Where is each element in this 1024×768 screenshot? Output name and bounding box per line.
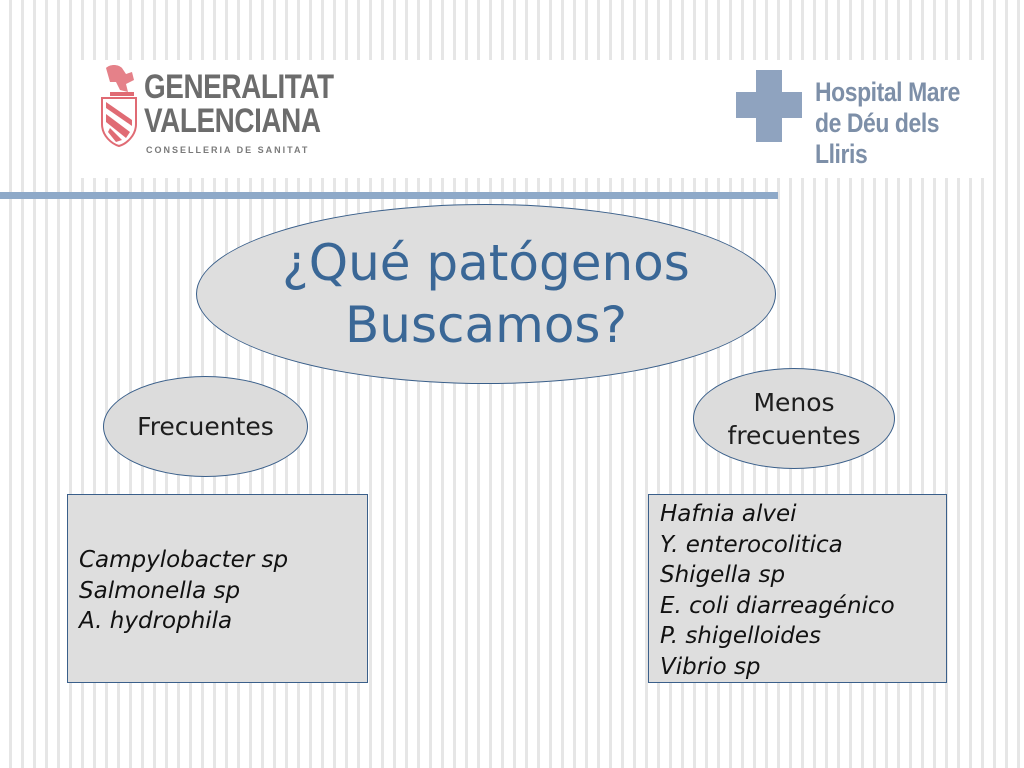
list-item: Salmonella sp (79, 577, 241, 604)
generalitat-wordmark-line2: VALENCIANA (144, 102, 321, 140)
generalitat-wordmark-line1: GENERALITAT (144, 68, 334, 106)
list-item: Y. enterocolitica (660, 531, 843, 558)
generalitat-subtitle: CONSELLERIA DE SANITAT (146, 145, 310, 155)
list-item: Shigella sp (660, 562, 786, 588)
title-ellipse (196, 204, 776, 384)
less-frequent-oval (693, 368, 895, 469)
list-item: Vibrio sp (660, 653, 761, 680)
list-item: A. hydrophila (79, 608, 233, 634)
header-rule (0, 192, 778, 199)
list-item: Campylobacter sp (79, 547, 289, 573)
less-frequent-pathogens-box (648, 494, 947, 683)
frequent-label: Frecuentes (137, 412, 274, 441)
less-frequent-label: Menos frecuentes (727, 387, 861, 450)
list-item: P. shigelloides (660, 623, 821, 649)
list-item: Hafnia alvei (660, 501, 797, 527)
frequent-oval (103, 376, 308, 477)
list-item: E. coli diarreagénico (660, 592, 895, 619)
hospital-name (815, 77, 960, 170)
page-title: ¿Qué patógenos Buscamos? (282, 234, 690, 354)
hospital-name-text: Hospital Mare de Déu dels Lliris (815, 77, 960, 169)
hospital-cross-icon (736, 70, 802, 142)
frequent-pathogens-box (67, 494, 368, 683)
